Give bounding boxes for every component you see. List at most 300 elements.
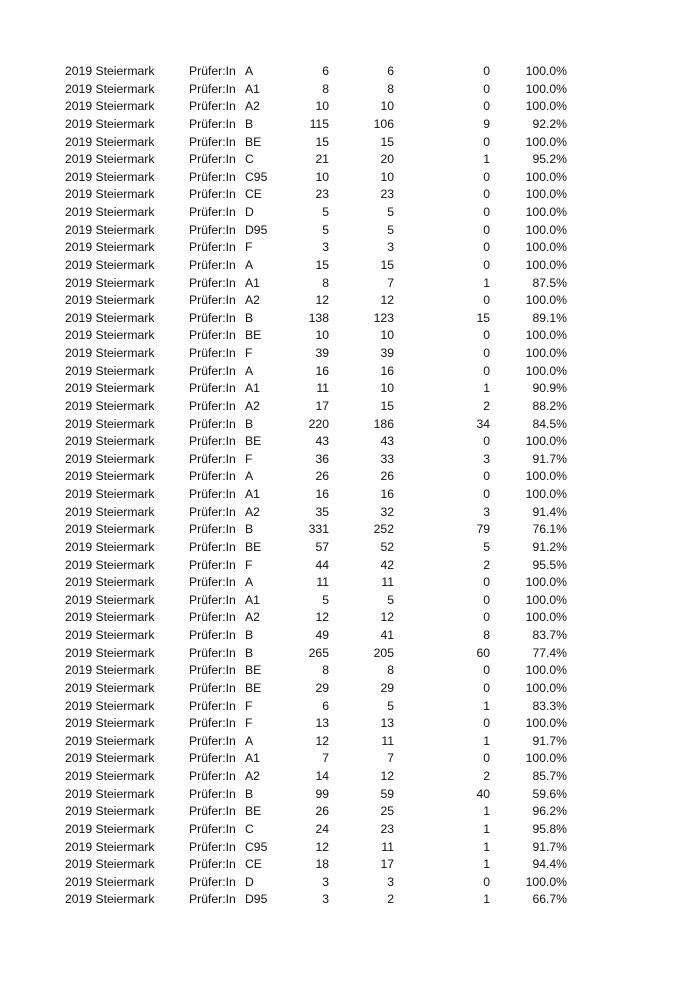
- failed-count-cell: 0: [483, 293, 490, 308]
- pass-rate-cell: 100.0%: [525, 592, 567, 607]
- table-row: [65, 380, 585, 398]
- total-count-cell: 10: [315, 169, 329, 184]
- region-year-cell: 2019 Steiermark: [65, 134, 155, 149]
- total-count-cell: 12: [315, 293, 329, 308]
- examiner-role-cell: Prüfer:In: [189, 751, 236, 766]
- license-class-cell: D: [245, 205, 254, 219]
- passed-count-cell: 6: [387, 64, 394, 78]
- failed-count-cell: 0: [483, 663, 490, 678]
- pass-rate-cell: 100.0%: [525, 363, 567, 378]
- failed-count-cell: 8: [483, 628, 490, 642]
- examiner-role-cell: Prüfer:In: [189, 134, 236, 149]
- failed-count-cell: 0: [483, 64, 490, 78]
- failed-count-cell: 0: [483, 205, 490, 219]
- table-row: [65, 715, 585, 733]
- total-count-cell: 8: [322, 275, 329, 290]
- examiner-role-cell: Prüfer:In: [189, 381, 236, 396]
- examiner-role-cell: Prüfer:In: [189, 487, 236, 501]
- license-class-cell: A: [245, 363, 254, 378]
- examiner-role-cell: Prüfer:In: [189, 240, 236, 255]
- license-class-cell: B: [245, 645, 254, 660]
- total-count-cell: 8: [322, 663, 329, 678]
- total-count-cell: 17: [315, 398, 329, 413]
- examiner-role-cell: Prüfer:In: [189, 205, 236, 219]
- examiner-role-cell: Prüfer:In: [189, 733, 236, 748]
- pass-rate-cell: 100.0%: [525, 346, 567, 360]
- table-row: [65, 504, 585, 522]
- failed-count-cell: 3: [483, 504, 490, 519]
- passed-count-cell: 42: [380, 557, 394, 572]
- license-class-cell: F: [245, 451, 253, 466]
- passed-count-cell: 252: [373, 522, 394, 537]
- table-row: [65, 451, 585, 469]
- region-year-cell: 2019 Steiermark: [65, 240, 155, 255]
- region-year-cell: 2019 Steiermark: [65, 698, 155, 713]
- region-year-cell: 2019 Steiermark: [65, 469, 155, 484]
- total-count-cell: 49: [315, 628, 329, 642]
- table-row: [65, 275, 585, 293]
- examiner-role-cell: Prüfer:In: [189, 874, 236, 889]
- region-year-cell: 2019 Steiermark: [65, 592, 155, 607]
- table-row: [65, 839, 585, 857]
- total-count-cell: 24: [315, 821, 329, 836]
- examiner-role-cell: Prüfer:In: [189, 557, 236, 572]
- passed-count-cell: 11: [381, 733, 394, 748]
- failed-count-cell: 2: [483, 769, 490, 783]
- license-class-cell: A1: [245, 81, 260, 96]
- examiner-role-cell: Prüfer:In: [189, 680, 236, 695]
- region-year-cell: 2019 Steiermark: [65, 821, 155, 836]
- total-count-cell: 39: [315, 346, 329, 360]
- license-class-cell: A1: [245, 275, 260, 290]
- examiner-role-cell: Prüfer:In: [189, 892, 236, 907]
- failed-count-cell: 2: [483, 398, 490, 413]
- total-count-cell: 5: [322, 222, 329, 237]
- examiner-role-cell: Prüfer:In: [189, 592, 236, 607]
- failed-count-cell: 15: [476, 310, 490, 325]
- table-row: [65, 468, 585, 486]
- failed-count-cell: 60: [476, 645, 490, 660]
- table-row: [65, 592, 585, 610]
- total-count-cell: 26: [315, 804, 329, 819]
- total-count-cell: 5: [322, 205, 329, 219]
- examiner-role-cell: Prüfer:In: [189, 469, 236, 484]
- failed-count-cell: 34: [476, 416, 490, 431]
- failed-count-cell: 0: [483, 680, 490, 695]
- region-year-cell: 2019 Steiermark: [65, 222, 155, 237]
- total-count-cell: 10: [315, 99, 329, 114]
- region-year-cell: 2019 Steiermark: [65, 346, 155, 360]
- passed-count-cell: 5: [387, 222, 394, 237]
- total-count-cell: 6: [322, 64, 329, 78]
- table-row: [65, 803, 585, 821]
- table-row: [65, 257, 585, 275]
- examiner-role-cell: Prüfer:In: [189, 451, 236, 466]
- pass-rate-cell: 59.6%: [532, 786, 567, 801]
- region-year-cell: 2019 Steiermark: [65, 575, 155, 590]
- table-row: [65, 750, 585, 768]
- region-year-cell: 2019 Steiermark: [65, 487, 155, 501]
- region-year-cell: 2019 Steiermark: [65, 874, 155, 889]
- pass-rate-cell: 100.0%: [525, 716, 567, 731]
- examiner-role-cell: Prüfer:In: [189, 769, 236, 783]
- region-year-cell: 2019 Steiermark: [65, 398, 155, 413]
- table-row: [65, 609, 585, 627]
- total-count-cell: 15: [315, 134, 329, 149]
- failed-count-cell: 2: [483, 557, 490, 572]
- table-row: [65, 574, 585, 592]
- pass-rate-cell: 100.0%: [525, 205, 567, 219]
- total-count-cell: 10: [315, 328, 329, 343]
- examiner-role-cell: Prüfer:In: [189, 821, 236, 836]
- pass-rate-cell: 100.0%: [525, 293, 567, 308]
- pass-rate-cell: 100.0%: [525, 257, 567, 272]
- region-year-cell: 2019 Steiermark: [65, 892, 155, 907]
- table-row: [65, 186, 585, 204]
- table-row: [65, 768, 585, 786]
- examiner-role-cell: Prüfer:In: [189, 328, 236, 343]
- table-row: [65, 327, 585, 345]
- pass-rate-cell: 84.5%: [532, 416, 567, 431]
- table-row: [65, 539, 585, 557]
- examiner-role-cell: Prüfer:In: [189, 645, 236, 660]
- passed-count-cell: 25: [380, 804, 394, 819]
- license-class-cell: D95: [245, 222, 268, 237]
- passed-count-cell: 8: [387, 81, 394, 96]
- pass-rate-cell: 95.5%: [532, 557, 567, 572]
- pass-rate-cell: 100.0%: [525, 469, 567, 484]
- passed-count-cell: 10: [380, 328, 394, 343]
- passed-count-cell: 16: [380, 487, 394, 501]
- license-class-cell: F: [245, 346, 253, 360]
- pass-rate-cell: 100.0%: [525, 134, 567, 149]
- examiner-role-cell: Prüfer:In: [189, 346, 236, 360]
- total-count-cell: 3: [322, 240, 329, 255]
- examiner-role-cell: Prüfer:In: [189, 64, 236, 78]
- license-class-cell: BE: [245, 680, 262, 695]
- examiner-role-cell: Prüfer:In: [189, 310, 236, 325]
- pass-rate-cell: 100.0%: [525, 240, 567, 255]
- pass-rate-cell: 100.0%: [525, 874, 567, 889]
- table-row: [65, 521, 585, 539]
- examiner-role-cell: Prüfer:In: [189, 116, 236, 131]
- examiner-role-cell: Prüfer:In: [189, 363, 236, 378]
- failed-count-cell: 1: [483, 733, 490, 748]
- examiner-role-cell: Prüfer:In: [189, 169, 236, 184]
- pass-rate-cell: 100.0%: [525, 434, 567, 449]
- table-row: [65, 204, 585, 222]
- total-count-cell: 6: [322, 698, 329, 713]
- pass-rate-cell: 100.0%: [525, 222, 567, 237]
- failed-count-cell: 1: [483, 698, 490, 713]
- region-year-cell: 2019 Steiermark: [65, 451, 155, 466]
- passed-count-cell: 33: [380, 451, 394, 466]
- failed-count-cell: 0: [483, 99, 490, 114]
- license-class-cell: F: [245, 240, 253, 255]
- region-year-cell: 2019 Steiermark: [65, 645, 155, 660]
- region-year-cell: 2019 Steiermark: [65, 363, 155, 378]
- failed-count-cell: 1: [483, 381, 490, 396]
- pass-rate-cell: 85.7%: [532, 769, 567, 783]
- total-count-cell: 57: [315, 539, 329, 554]
- region-year-cell: 2019 Steiermark: [65, 205, 155, 219]
- pass-rate-cell: 91.4%: [532, 504, 567, 519]
- passed-count-cell: 59: [380, 786, 394, 801]
- region-year-cell: 2019 Steiermark: [65, 557, 155, 572]
- pass-rate-cell: 100.0%: [525, 663, 567, 678]
- passed-count-cell: 12: [380, 610, 394, 625]
- region-year-cell: 2019 Steiermark: [65, 786, 155, 801]
- pass-rate-cell: 92.2%: [532, 116, 567, 131]
- license-class-cell: D: [245, 874, 254, 889]
- region-year-cell: 2019 Steiermark: [65, 839, 155, 854]
- passed-count-cell: 5: [387, 698, 394, 713]
- examiner-role-cell: Prüfer:In: [189, 99, 236, 114]
- examiner-role-cell: Prüfer:In: [189, 786, 236, 801]
- table-row: [65, 557, 585, 575]
- passed-count-cell: 15: [380, 257, 394, 272]
- pass-rate-cell: 77.4%: [532, 645, 567, 660]
- table-row: [65, 680, 585, 698]
- license-class-cell: A1: [245, 751, 260, 766]
- passed-count-cell: 10: [380, 381, 394, 396]
- total-count-cell: 3: [322, 892, 329, 907]
- pass-rate-cell: 100.0%: [525, 187, 567, 202]
- region-year-cell: 2019 Steiermark: [65, 81, 155, 96]
- license-class-cell: C95: [245, 169, 268, 184]
- region-year-cell: 2019 Steiermark: [65, 293, 155, 308]
- table-row: [65, 116, 585, 134]
- total-count-cell: 14: [315, 769, 329, 783]
- pass-rate-cell: 100.0%: [525, 328, 567, 343]
- passed-count-cell: 11: [381, 839, 394, 854]
- passed-count-cell: 20: [380, 152, 394, 167]
- pass-rate-cell: 94.4%: [532, 857, 567, 872]
- total-count-cell: 26: [315, 469, 329, 484]
- passed-count-cell: 10: [380, 99, 394, 114]
- passed-count-cell: 32: [380, 504, 394, 519]
- passed-count-cell: 12: [380, 769, 394, 783]
- license-class-cell: BE: [245, 434, 262, 449]
- region-year-cell: 2019 Steiermark: [65, 169, 155, 184]
- examiner-role-cell: Prüfer:In: [189, 522, 236, 537]
- table-row: [65, 486, 585, 504]
- license-class-cell: BE: [245, 134, 262, 149]
- region-year-cell: 2019 Steiermark: [65, 257, 155, 272]
- failed-count-cell: 0: [483, 592, 490, 607]
- region-year-cell: 2019 Steiermark: [65, 804, 155, 819]
- license-class-cell: A: [245, 257, 254, 272]
- total-count-cell: 43: [315, 434, 329, 449]
- pass-rate-cell: 100.0%: [525, 169, 567, 184]
- pass-rate-cell: 100.0%: [525, 64, 567, 78]
- table-row: [65, 856, 585, 874]
- passed-count-cell: 7: [387, 751, 394, 766]
- license-class-cell: B: [245, 522, 254, 537]
- examiner-role-cell: Prüfer:In: [189, 575, 236, 590]
- passed-count-cell: 43: [380, 434, 394, 449]
- passed-count-cell: 123: [373, 310, 394, 325]
- examiner-role-cell: Prüfer:In: [189, 857, 236, 872]
- license-class-cell: D95: [245, 892, 268, 907]
- region-year-cell: 2019 Steiermark: [65, 504, 155, 519]
- region-year-cell: 2019 Steiermark: [65, 769, 155, 783]
- passed-count-cell: 23: [380, 821, 394, 836]
- data-table: [65, 63, 585, 909]
- examiner-role-cell: Prüfer:In: [189, 293, 236, 308]
- failed-count-cell: 0: [483, 346, 490, 360]
- region-year-cell: 2019 Steiermark: [65, 416, 155, 431]
- failed-count-cell: 0: [483, 328, 490, 343]
- failed-count-cell: 0: [483, 751, 490, 766]
- passed-count-cell: 5: [387, 592, 394, 607]
- table-row: [65, 398, 585, 416]
- failed-count-cell: 5: [483, 539, 490, 554]
- total-count-cell: 8: [322, 81, 329, 96]
- passed-count-cell: 15: [380, 134, 394, 149]
- passed-count-cell: 5: [387, 205, 394, 219]
- passed-count-cell: 41: [380, 628, 394, 642]
- pass-rate-cell: 95.2%: [532, 152, 567, 167]
- total-count-cell: 99: [315, 786, 329, 801]
- passed-count-cell: 16: [380, 363, 394, 378]
- region-year-cell: 2019 Steiermark: [65, 434, 155, 449]
- license-class-cell: A1: [245, 487, 260, 501]
- examiner-role-cell: Prüfer:In: [189, 398, 236, 413]
- region-year-cell: 2019 Steiermark: [65, 381, 155, 396]
- pass-rate-cell: 76.1%: [532, 522, 567, 537]
- pass-rate-cell: 100.0%: [525, 680, 567, 695]
- failed-count-cell: 0: [483, 575, 490, 590]
- failed-count-cell: 9: [483, 116, 490, 131]
- examiner-role-cell: Prüfer:In: [189, 539, 236, 554]
- failed-count-cell: 1: [483, 821, 490, 836]
- license-class-cell: A1: [245, 381, 260, 396]
- table-row: [65, 169, 585, 187]
- failed-count-cell: 0: [483, 169, 490, 184]
- passed-count-cell: 17: [380, 857, 394, 872]
- failed-count-cell: 1: [483, 275, 490, 290]
- pass-rate-cell: 95.8%: [532, 821, 567, 836]
- total-count-cell: 18: [315, 857, 329, 872]
- examiner-role-cell: Prüfer:In: [189, 663, 236, 678]
- passed-count-cell: 205: [373, 645, 394, 660]
- pass-rate-cell: 100.0%: [525, 99, 567, 114]
- license-class-cell: F: [245, 698, 253, 713]
- table-row: [65, 98, 585, 116]
- failed-count-cell: 0: [483, 610, 490, 625]
- license-class-cell: CE: [245, 857, 262, 872]
- table-row: [65, 134, 585, 152]
- region-year-cell: 2019 Steiermark: [65, 275, 155, 290]
- failed-count-cell: 0: [483, 434, 490, 449]
- region-year-cell: 2019 Steiermark: [65, 310, 155, 325]
- license-class-cell: A: [245, 575, 254, 590]
- license-class-cell: C95: [245, 839, 268, 854]
- pass-rate-cell: 83.3%: [532, 698, 567, 713]
- pass-rate-cell: 83.7%: [532, 628, 567, 642]
- license-class-cell: A1: [245, 592, 260, 607]
- examiner-role-cell: Prüfer:In: [189, 416, 236, 431]
- table-row: [65, 698, 585, 716]
- examiner-role-cell: Prüfer:In: [189, 434, 236, 449]
- failed-count-cell: 3: [483, 451, 490, 466]
- region-year-cell: 2019 Steiermark: [65, 116, 155, 131]
- region-year-cell: 2019 Steiermark: [65, 99, 155, 114]
- examiner-role-cell: Prüfer:In: [189, 716, 236, 731]
- table-row: [65, 891, 585, 909]
- failed-count-cell: 1: [483, 152, 490, 167]
- passed-count-cell: 106: [373, 116, 394, 131]
- region-year-cell: 2019 Steiermark: [65, 663, 155, 678]
- total-count-cell: 29: [315, 680, 329, 695]
- total-count-cell: 16: [315, 487, 329, 501]
- table-row: [65, 662, 585, 680]
- pass-rate-cell: 90.9%: [532, 381, 567, 396]
- table-row: [65, 292, 585, 310]
- pass-rate-cell: 96.2%: [532, 804, 567, 819]
- region-year-cell: 2019 Steiermark: [65, 716, 155, 731]
- failed-count-cell: 1: [483, 804, 490, 819]
- passed-count-cell: 10: [380, 169, 394, 184]
- examiner-role-cell: Prüfer:In: [189, 839, 236, 854]
- passed-count-cell: 39: [380, 346, 394, 360]
- table-row: [65, 821, 585, 839]
- examiner-role-cell: Prüfer:In: [189, 628, 236, 642]
- failed-count-cell: 40: [476, 786, 490, 801]
- license-class-cell: B: [245, 416, 254, 431]
- table-row: [65, 433, 585, 451]
- total-count-cell: 265: [308, 645, 329, 660]
- examiner-role-cell: Prüfer:In: [189, 222, 236, 237]
- license-class-cell: A2: [245, 398, 260, 413]
- failed-count-cell: 0: [483, 487, 490, 501]
- region-year-cell: 2019 Steiermark: [65, 628, 155, 642]
- table-row: [65, 363, 585, 381]
- pass-rate-cell: 100.0%: [525, 487, 567, 501]
- pass-rate-cell: 100.0%: [525, 751, 567, 766]
- passed-count-cell: 52: [380, 539, 394, 554]
- region-year-cell: 2019 Steiermark: [65, 751, 155, 766]
- passed-count-cell: 29: [380, 680, 394, 695]
- total-count-cell: 15: [315, 257, 329, 272]
- region-year-cell: 2019 Steiermark: [65, 733, 155, 748]
- license-class-cell: BE: [245, 539, 262, 554]
- passed-count-cell: 13: [380, 716, 394, 731]
- total-count-cell: 12: [315, 610, 329, 625]
- table-row: [65, 874, 585, 892]
- failed-count-cell: 0: [483, 363, 490, 378]
- passed-count-cell: 7: [387, 275, 394, 290]
- table-row: [65, 627, 585, 645]
- examiner-role-cell: Prüfer:In: [189, 81, 236, 96]
- total-count-cell: 115: [309, 116, 329, 131]
- table-row: [65, 222, 585, 240]
- total-count-cell: 11: [316, 575, 329, 590]
- total-count-cell: 44: [315, 557, 329, 572]
- license-class-cell: A2: [245, 504, 260, 519]
- license-class-cell: F: [245, 557, 253, 572]
- total-count-cell: 23: [315, 187, 329, 202]
- total-count-cell: 220: [308, 416, 329, 431]
- passed-count-cell: 8: [387, 663, 394, 678]
- license-class-cell: A2: [245, 769, 260, 783]
- table-row: [65, 345, 585, 363]
- table-row: [65, 81, 585, 99]
- table-row: [65, 733, 585, 751]
- failed-count-cell: 0: [483, 240, 490, 255]
- passed-count-cell: 11: [381, 575, 394, 590]
